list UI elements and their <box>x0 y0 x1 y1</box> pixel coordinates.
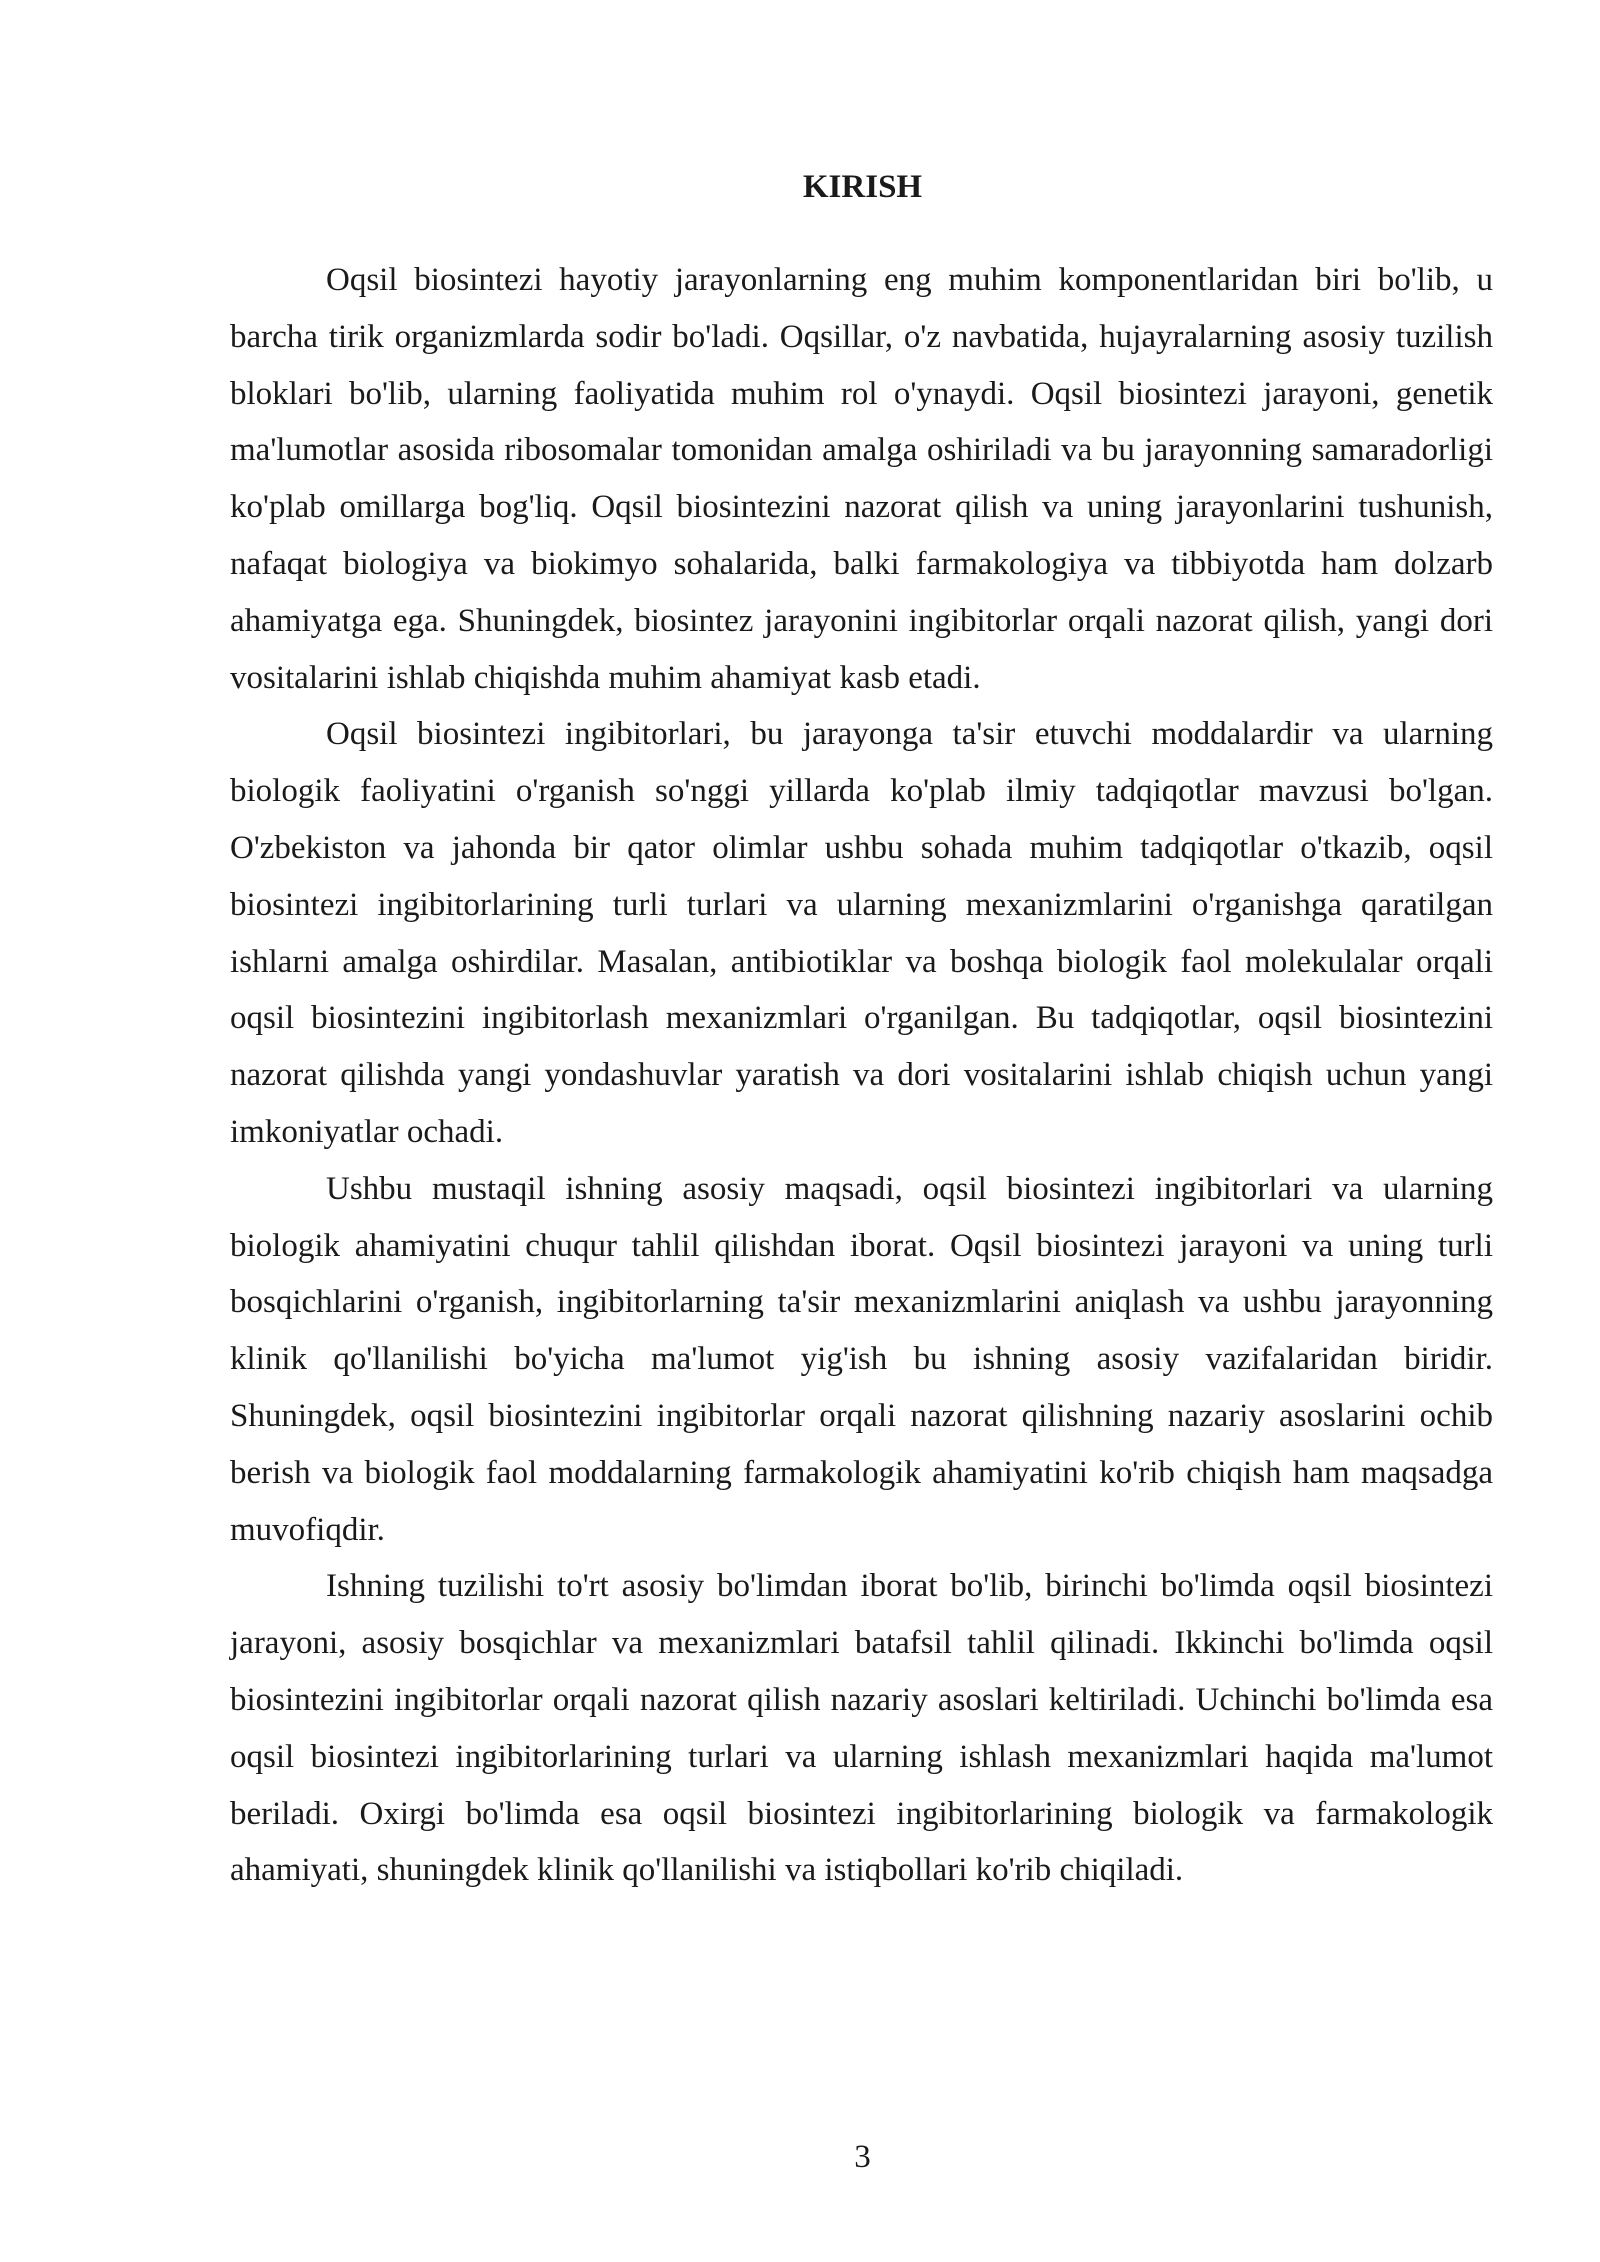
body-text <box>230 252 1493 1899</box>
section-title: KIRISH <box>802 169 923 205</box>
paragraph-2: Oqsil biosintezi ingibitorlari, bu jarayonga ta'sir etuvchi moddalardir va ularning biologik faoliyatini o'rganish so'nggi yillarda ko'plab ilmiy tadqiqotlar mavzusi bo'lgan. O'zbekiston va jahonda bir qator olimlar ushbu sohada muhim tadqiqotlar o'tkazib, oqsil biosintezi ingibitorlarining turli turlari va ularning mexanizmlarini o'rganishga qaratilgan ishlarni amalga oshirdilar. Masalan, antibiotiklar va boshqa biologik faol molekulalar orqali oqsil biosintezini ingibitorlash mexanizmlari o'rganilgan. Bu tadqiqotlar, oqsil biosintezini nazorat qilishda yangi yondashuvlar yaratish va dori vositalarini ishlab chiqish uchun yangi imkoniyatlar ochadi. <box>230 716 1493 1150</box>
paragraph-3: Ushbu mustaqil ishning asosiy maqsadi, oqsil biosintezi ingibitorlari va ularning biologik ahamiyatini chuqur tahlil qilishdan iborat. Oqsil biosintezi jarayoni va uning turli bosqichlarini o'rganish, ingibitorlarning ta'sir mexanizmlarini aniqlash va ushbu jarayonning klinik qo'llanilishi bo'yicha ma'lumot yig'ish bu ishning asosiy vazifalaridan biridir. Shuningdek, oqsil biosintezini ingibitorlar orqali nazorat qilishning nazariy asoslarini ochib berish va biologik faol moddalarning farmakologik ahamiyatini ko'rib chiqish ham maqsadga muvofiqdir. <box>230 1170 1493 1548</box>
page-number: 3 <box>854 2139 871 2175</box>
paragraph-4: Ishning tuzilishi to'rt asosiy bo'limdan iborat bo'lib, birinchi bo'limda oqsil biosintezi jarayoni, asosiy bosqichlar va mexanizmlari batafsil tahlil qilinadi. Ikkinchi bo'limda oqsil biosintezini ingibitorlar orqali nazorat qilish nazariy asoslari keltiriladi. Uchinchi bo'limda esa oqsil biosintezi ingibitorlarining turlari va ularning ishlash mexanizmlari haqida ma'lumot beriladi. Oxirgi bo'limda esa oqsil biosintezi ingibitorlarining biologik va farmakologik ahamiyati, shuningdek klinik qo'llanilishi va istiqbollari ko'rib chiqiladi. <box>230 1568 1493 1889</box>
paragraph-1: Oqsil biosintezi hayotiy jarayonlarning eng muhim komponentlaridan biri bo'lib, u barcha tirik organizmlarda sodir bo'ladi. Oqsillar, o'z navbatida, hujayralarning asosiy tuzilish bloklari bo'lib, ularning faoliyatida muhim rol o'ynaydi. Oqsil biosintezi jarayoni, genetik ma'lumotlar asosida ribosomalar tomonidan amalga oshiriladi va bu jarayonning samaradorligi ko'plab omillarga bog'liq. Oqsil biosintezini nazorat qilish va uning jarayonlarini tushunish, nafaqat biologiya va biokimyo sohalarida, balki farmakologiya va tibbiyotda ham dolzarb ahamiyatga ega. Shuningdek, biosintez jarayonini ingibitorlar orqali nazorat qilish, yangi dori vositalarini ishlab chiqishda muhim ahamiyat kasb etadi. <box>230 262 1493 696</box>
